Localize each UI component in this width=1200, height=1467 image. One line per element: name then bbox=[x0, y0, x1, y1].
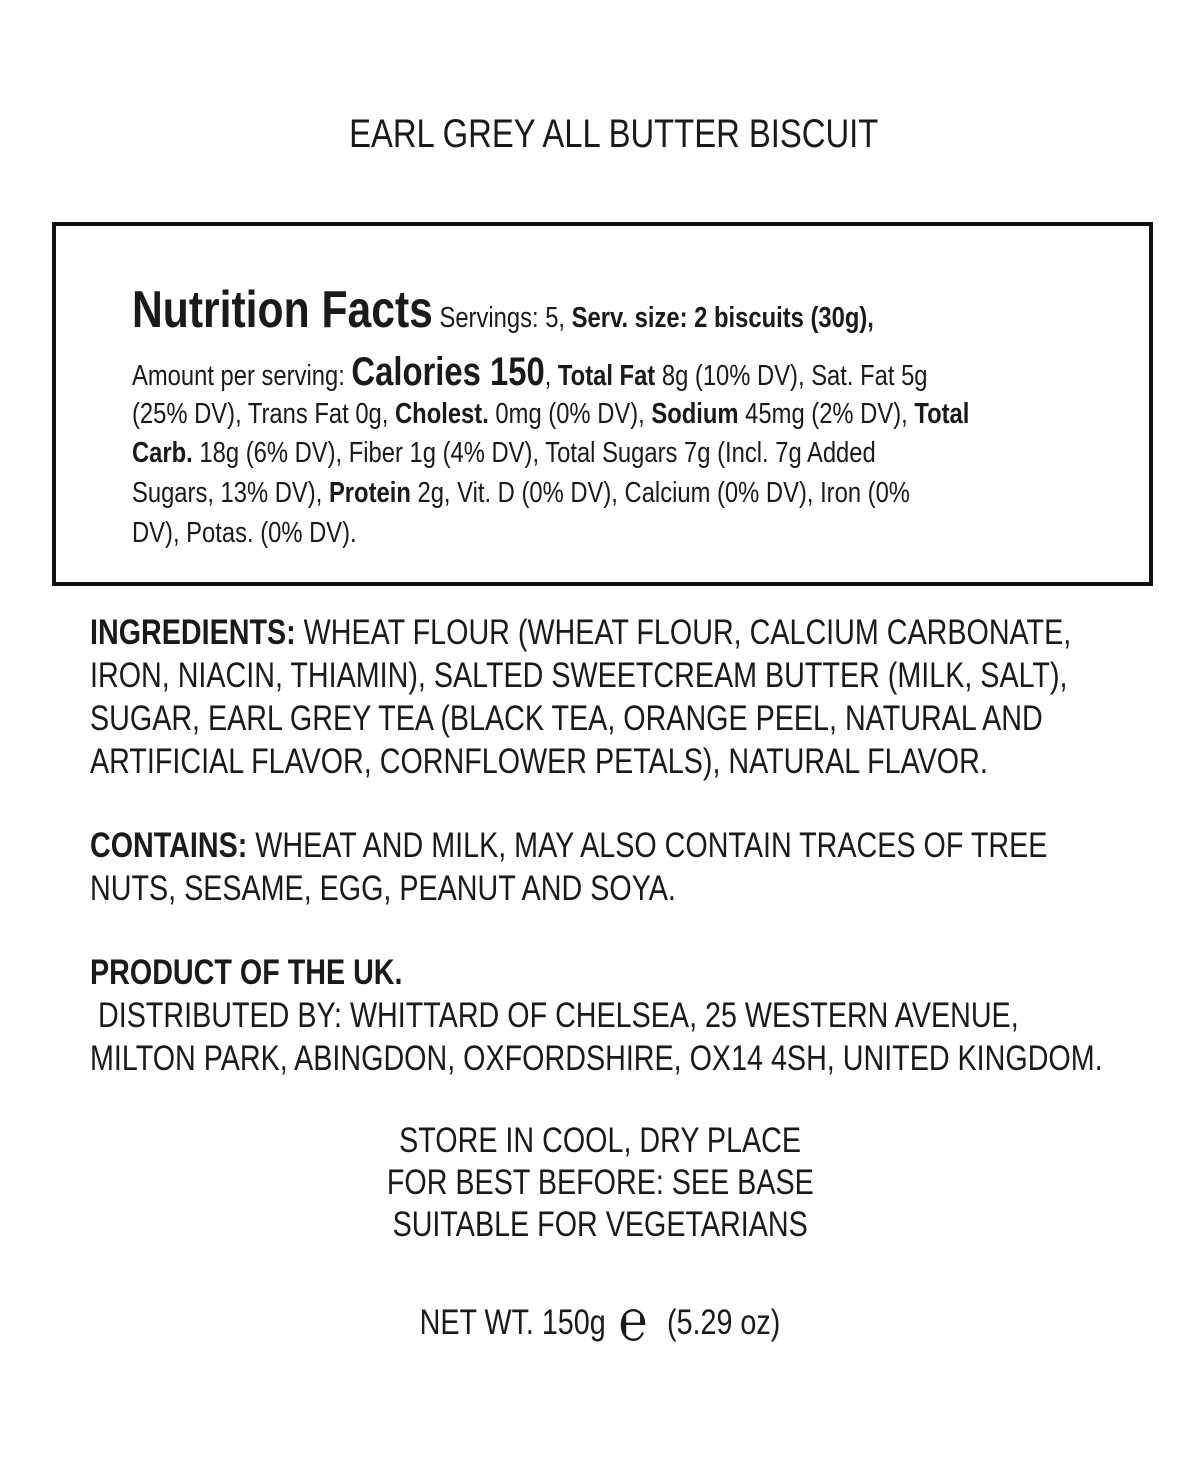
nutrition-line-3 bbox=[132, 400, 1153, 429]
cholesterol-value: 0mg (0% DV), bbox=[495, 398, 645, 430]
contains-label: CONTAINS: bbox=[90, 826, 248, 865]
best-before-text: FOR BEST BEFORE: SEE BASE bbox=[386, 1163, 814, 1202]
storage-line-3 bbox=[0, 1207, 1200, 1242]
contains-text-2: NUTS, SESAME, EGG, PEANUT AND SOYA. bbox=[90, 869, 676, 908]
ingredients-text-3: SUGAR, EARL GREY TEA (BLACK TEA, ORANGE PEEL, NATURAL AND bbox=[90, 699, 1043, 738]
nutrition-line-5 bbox=[132, 479, 1081, 508]
product-of-uk-label: PRODUCT OF THE UK. bbox=[90, 953, 403, 992]
distributor-line-1 bbox=[98, 998, 1200, 1033]
vegetarian-text: SUITABLE FOR VEGETARIANS bbox=[392, 1205, 808, 1244]
carb-value: 18g (6% DV), Fiber 1g (4% DV), Total Sugars 7g (Incl. 7g Added bbox=[199, 437, 876, 469]
cholesterol-label: Cholest. bbox=[395, 398, 489, 430]
product-title bbox=[0, 112, 1200, 157]
calories-comma: , bbox=[544, 360, 552, 392]
total-fat-value: 8g (10% DV), Sat. Fat 5g bbox=[661, 360, 928, 392]
total-carb-label-end: Carb. bbox=[132, 437, 193, 469]
ingredients-line-4 bbox=[90, 744, 1185, 779]
serving-size-text: Serv. size: 2 biscuits (30g), bbox=[571, 302, 874, 334]
distributor-text-1: DISTRIBUTED BY: WHITTARD OF CHELSEA, 25 WESTERN AVENUE, bbox=[98, 996, 1019, 1035]
storage-line-2 bbox=[0, 1165, 1200, 1200]
storage-text: STORE IN COOL, DRY PLACE bbox=[399, 1121, 801, 1160]
sat-trans-fat-text: (25% DV), Trans Fat 0g, bbox=[132, 398, 389, 430]
nutrition-line-2 bbox=[132, 352, 1102, 392]
added-sugars-text: Sugars, 13% DV), bbox=[132, 477, 323, 509]
net-weight-imperial: (5.29 oz) bbox=[667, 1303, 781, 1342]
calories-value: Calories 150 bbox=[351, 350, 545, 394]
estimated-sign-icon: ℮ bbox=[618, 1286, 648, 1354]
origin-heading bbox=[90, 955, 471, 990]
total-carb-label-start: Total bbox=[914, 398, 970, 430]
potassium-text: DV), Potas. (0% DV). bbox=[132, 517, 357, 549]
ingredients-text-4: ARTIFICIAL FLAVOR, CORNFLOWER PETALS), NATURAL FLAVOR. bbox=[90, 742, 988, 781]
nutrition-line-1 bbox=[132, 281, 1037, 339]
sodium-label: Sodium bbox=[651, 398, 739, 430]
contains-text-1: WHEAT AND MILK, MAY ALSO CONTAIN TRACES OF TREE bbox=[255, 826, 1048, 865]
contains-line-1 bbox=[90, 828, 1200, 863]
nutrition-facts-heading: Nutrition Facts bbox=[132, 281, 433, 339]
nutrition-line-6 bbox=[132, 519, 406, 548]
net-weight-metric: NET WT. 150g bbox=[419, 1303, 606, 1342]
product-title-text: EARL GREY ALL BUTTER BISCUIT bbox=[349, 112, 879, 156]
nutrition-facts-panel bbox=[52, 222, 1153, 586]
ingredients-text-2: IRON, NIACIN, THIAMIN), SALTED SWEETCREAM BUTTER (MILK, SALT), bbox=[90, 656, 1068, 695]
servings-text: Servings: 5, bbox=[439, 302, 566, 334]
ingredients-line-3 bbox=[90, 701, 1200, 736]
contains-line-2 bbox=[90, 871, 804, 906]
protein-value: 2g, Vit. D (0% DV), Calcium (0% DV), Iron (0% bbox=[417, 477, 910, 509]
sodium-value: 45mg (2% DV), bbox=[745, 398, 908, 430]
ingredients-text-1: WHEAT FLOUR (WHEAT FLOUR, CALCIUM CARBONATE, bbox=[303, 613, 1072, 652]
ingredients-line-1 bbox=[90, 615, 1200, 650]
total-fat-label: Total Fat bbox=[557, 360, 656, 392]
storage-line-1 bbox=[0, 1123, 1200, 1158]
ingredients-label: INGREDIENTS: bbox=[90, 613, 296, 652]
amount-per-serving-text: Amount per serving: bbox=[132, 360, 345, 392]
net-weight-line bbox=[0, 1286, 1200, 1354]
distributor-line-2 bbox=[90, 1041, 1200, 1076]
ingredients-line-2 bbox=[90, 658, 1200, 693]
protein-label: Protein bbox=[328, 477, 411, 509]
distributor-text-2: MILTON PARK, ABINGDON, OXFORDSHIRE, OX14 4SH, UNITED KINGDOM. bbox=[90, 1039, 1103, 1078]
nutrition-line-4 bbox=[132, 439, 1039, 468]
